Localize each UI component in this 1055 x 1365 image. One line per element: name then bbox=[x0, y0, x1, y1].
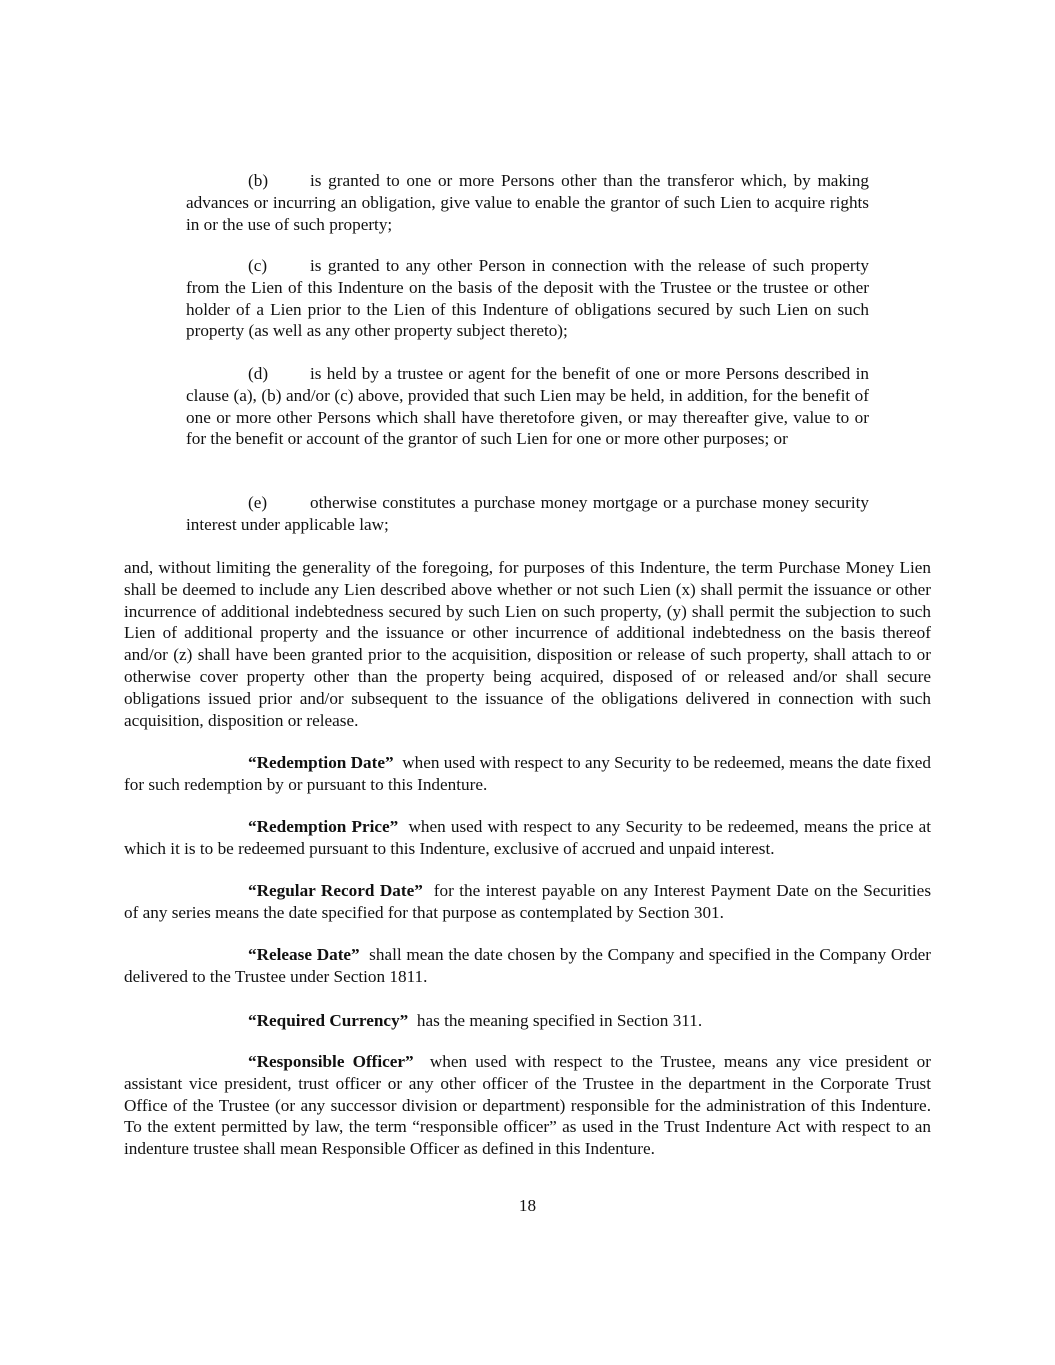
definition-redemption-price bbox=[124, 816, 931, 860]
definition-term: “Required Currency” bbox=[248, 1011, 409, 1030]
clause-e bbox=[186, 492, 869, 536]
page-number: 18 bbox=[518, 1196, 537, 1215]
definition-text: when used with respect to any Security to be redeemed, means the date fixed for such redemption by or pursuant to this Indenture. bbox=[124, 753, 932, 794]
clause-label: (e) bbox=[248, 493, 268, 512]
definition-required-currency bbox=[124, 1010, 931, 1032]
clause-label: (c) bbox=[248, 256, 268, 275]
closing-paragraph: and, without limiting the generality of the foregoing, for purposes of this Indenture, the term Purchase Money Lien shall be deemed to include any Lien described above whether or not such Lien (x) shall permit the issuance or other incurrence of additional indebtedness secured by such Lien on such property, (y) shall permit the subjection to such Lien of additional property and the issuance or other incurrence of additional indebtedness on the basis thereof and/or (z) shall have been granted prior to the acquisition, disposition or release of such property, shall attach to or otherwise cover property other than the property being acquired, disposed of or released and/or shall secure obligations issued prior and/or subsequent to the issuance of the obligations delivered in connection with such acquisition, disposition or release. bbox=[124, 558, 931, 730]
definition-text: for the interest payable on any Interest Payment Date on the Securities of any series means the date specified for that purpose as contemplated by Section 301. bbox=[124, 881, 932, 922]
definition-term: “Redemption Date” bbox=[248, 753, 394, 772]
definition-text: when used with respect to any Security to be redeemed, means the price at which it is to be redeemed pursuant to this Indenture, exclusive of accrued and unpaid interest. bbox=[124, 817, 932, 858]
clause-label: (d) bbox=[248, 364, 269, 383]
definition-term: “Responsible Officer” bbox=[248, 1052, 414, 1071]
clause-text: is held by a trustee or agent for the benefit of one or more Persons described in clause (a), (b) and/or (c) above, provided that such Lien may be held, in addition, for the benefit of one or more other Persons which shall have theretofore given, or may thereafter give, value to or for the benefit or account of the grantor of such Lien for one or more other purposes; or bbox=[186, 364, 869, 449]
definition-term: “Redemption Price” bbox=[248, 817, 399, 836]
clause-d bbox=[186, 363, 869, 450]
definition-term: “Regular Record Date” bbox=[248, 881, 423, 900]
clause-label: (b) bbox=[248, 171, 269, 190]
definition-term: “Release Date” bbox=[248, 945, 360, 964]
clause-b bbox=[186, 170, 869, 235]
definition-text: has the meaning specified in Section 311. bbox=[416, 1011, 703, 1030]
clause-text: is granted to any other Person in connection with the release of such property from the Lien of this Indenture on the basis of the deposit with the Trustee or the trustee or other holder of a Lien prior to the Lien of this Indenture of obligations secured by such Lien on such property (as well as any other property subject thereto); bbox=[186, 256, 869, 341]
definition-release-date bbox=[124, 944, 931, 988]
clause-c bbox=[186, 255, 869, 342]
definition-text: when used with respect to the Trustee, means any vice president or assistant vice president, trust officer or any other officer of the Trustee in the department in the Corporate Trust Office of the Trustee (or any successor division or department) responsible for the administration of this Indenture. To the extent permitted by law, the term “responsible officer” as used in the Trust Indenture Act with respect to an indenture trustee shall mean Responsible Officer as defined in this Indenture. bbox=[124, 1052, 931, 1159]
definition-text: shall mean the date chosen by the Company and specified in the Company Order delivered to the Trustee under Section 1811. bbox=[124, 945, 932, 986]
definition-responsible-officer bbox=[124, 1051, 931, 1160]
clause-text: is granted to one or more Persons other than the transferor which, by making advances or incurring an obligation, give value to enable the grantor of such Lien to acquire rights in or the use of such property; bbox=[186, 171, 869, 234]
clause-text: otherwise constitutes a purchase money mortgage or a purchase money security interest under applicable law; bbox=[186, 493, 869, 534]
definition-redemption-date bbox=[124, 752, 931, 796]
definition-regular-record-date bbox=[124, 880, 931, 924]
